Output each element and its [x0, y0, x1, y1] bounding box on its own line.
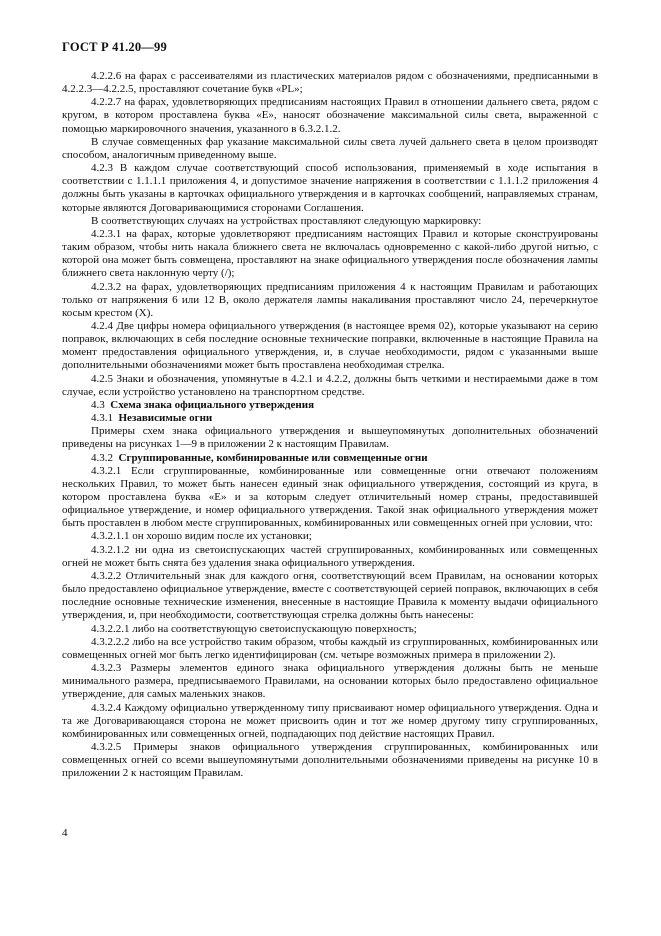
- paragraph-4-3-2-2: 4.3.2.2 Отличительный знак для каждого огня, соответствующий всем Правилам, на основании которых было предоставлено официальное утверждение, вместе с соответствующей серией поправок, включающих в себя последние основные технические изменения, внесенные в настоящие Правила к моменту выдачи официального утверждения, и, при необходимости, соответствующая стрелка должны быть нанесены:: [62, 569, 598, 622]
- paragraph-4-2-3-1: 4.2.3.1 на фарах, которые удовлетворяют предписаниям настоящих Правил и которые сконструированы таким образом, чтобы нить накала ближнего света не включалась одновременно с какой-либо другой нитью, с которой она может быть совмещена, проставляют на знаке официального утверждения после обозначения лампы ближнего света наклонную черту (/);: [62, 227, 598, 280]
- section-heading-4-3-1: [62, 412, 598, 425]
- section-title: Сгруппированные, комбинированные или совмещенные огни: [118, 451, 428, 464]
- paragraph-4-2-2-6: 4.2.2.6 на фарах с рассеивателями из пластических материалов рядом с обозначениями, предписанными в 4.2.2.3—4.2.2.5, проставляют сочетание букв «PL»;: [62, 70, 598, 96]
- paragraph-marking-intro: В соответствующих случаях на устройствах проставляют следующую маркировку:: [91, 214, 482, 227]
- document-header: ГОСТ Р 41.20—99: [62, 40, 167, 54]
- paragraph-4-3-2-2-2: 4.3.2.2.2 либо на все устройство таким образом, чтобы каждый из сгруппированных, комбинированных или совмещенных огней мог быть легко идентифицирован (см. четыре возможных примера в приложении 2).: [62, 635, 598, 661]
- paragraph-4-3-2-4: 4.3.2.4 Каждому официально утвержденному типу присваивают номер официального утверждения. Одна и та же Договаривающаяся сторона не может присвоить один и тот же номер другому типу сгруппированных, комбинированных или совмещенных огней, подпадающих под действие настоящих Правил.: [62, 701, 598, 740]
- page-number: 4: [62, 827, 68, 839]
- paragraph-4-2-3-2: 4.2.3.2 на фарах, удовлетворяющих предписаниям приложения 4 к настоящим Правилам и работающих только от напряжения 6 или 12 В, около держателя лампы накаливания проставляют число 24, перечеркнутое косым крестом (X).: [62, 280, 598, 319]
- paragraph-4-2-2-7: 4.2.2.7 на фарах, удовлетворяющих предписаниям настоящих Правил в отношении дальнего света, рядом с кругом, в котором проставлена буква «Е», наносят обозначение максимальной силы света, выраженной с помощью маркировочного значения, указанного в 6.3.2.1.2.: [62, 96, 598, 135]
- paragraph-4-2-5: 4.2.5 Знаки и обозначения, упомянутые в 4.2.1 и 4.2.2, должны быть четкими и нестираемыми даже в том случае, если устройство установлено на транспортном средстве.: [62, 372, 598, 398]
- paragraph-4-3-2-1: 4.3.2.1 Если сгруппированные, комбинированные или совмещенные огни отвечают положениям нескольких Правил, то может быть нанесен единый знак официального утверждения, состоящий из круга, в котором проставлена буква «Е» и за которым следует отличительный номер страны, предоставившей официальное утверждение, и номер официального утверждения. Такой знак официального утверждения может быть проставлен в любом месте сгруппированных, комбинированных или совмещенных огней при условии, что:: [62, 464, 598, 530]
- section-number: 4.3.1: [91, 412, 113, 425]
- paragraph-4-2-3: 4.2.3 В каждом случае соответствующий способ использования, применяемый в ходе испытания в соответствии с 1.1.1.1 приложения 4, и допустимое значение напряжения в соответствии с 1.1.1.2 приложения 4 должны быть указаны в карточках официального утверждения и в карточках сообщений, направляемых странам, которые являются Договаривающимися сторонами Соглашения.: [62, 162, 598, 214]
- section-number: 4.3.2: [91, 451, 113, 464]
- document-body: [62, 70, 598, 780]
- paragraph-4-3-2-1-1: 4.3.2.1.1 он хорошо видим после их установки;: [91, 530, 312, 543]
- paragraph-4-3-1: Примеры схем знака официального утверждения и вышеупомянутых дополнительных обозначений приведены на рисунках 1—9 в приложении 2 к настоящим Правилам.: [62, 425, 598, 451]
- paragraph-4-3-2-1-2: 4.3.2.1.2 ни одна из светоиспускающих частей сгруппированных, комбинированных или совмещенных огней не может быть снята без удаления знака официального утверждения.: [62, 543, 598, 569]
- section-heading-4-3: [62, 399, 598, 412]
- section-number: 4.3: [91, 398, 105, 411]
- paragraph-4-3-2-3: 4.3.2.3 Размеры элементов единого знака официального утверждения должны быть не меньше минимального размера, предписываемого Правилами, на основании которых было предоставлено официальное утверждение, для самых маленьких знаков.: [62, 662, 598, 701]
- paragraph-4-2-4: 4.2.4 Две цифры номера официального утверждения (в настоящее время 02), которые указывают на серию поправок, включающих в себя последние основные технические поправки, включенные в настоящие Правила на момент предоставления официального утверждения, и, в случае необходимости, рядом с указанными выше дополнительными обозначениями может быть проставлена необходимая стрелка.: [62, 319, 598, 372]
- section-heading-4-3-2: [62, 452, 598, 465]
- section-title: Схема знака официального утверждения: [110, 398, 315, 411]
- paragraph-combined-lamps: В случае совмещенных фар указание максимальной силы света лучей дальнего света в целом производят способом, аналогичным приведенному выше.: [62, 135, 598, 161]
- paragraph-4-3-2-2-1: 4.3.2.2.1 либо на соответствующую светоиспускающую поверхность;: [91, 622, 417, 635]
- section-title: Независимые огни: [118, 412, 213, 425]
- paragraph-4-3-2-5: 4.3.2.5 Примеры знаков официального утверждения сгруппированных, комбинированных или совмещенных огней со всеми вышеупомянутыми дополнительными обозначениями приведены на рисунке 10 в приложении 2 к настоящим Правилам.: [62, 740, 598, 780]
